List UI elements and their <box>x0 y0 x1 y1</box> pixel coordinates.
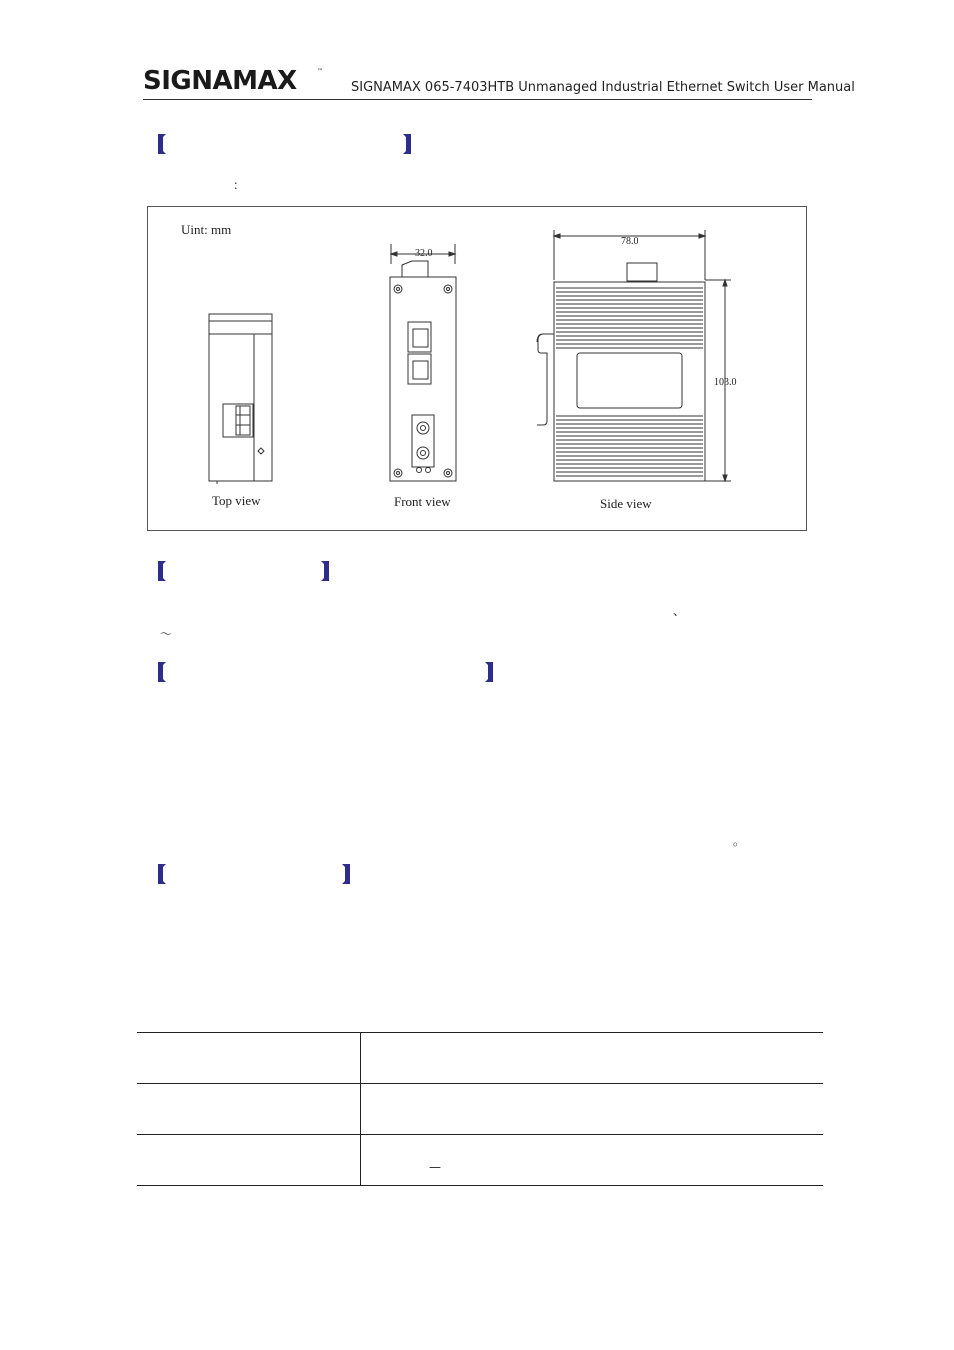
tilde-mark: ～ <box>160 627 173 641</box>
logo-wordmark: SIGNAMAX <box>143 66 297 96</box>
header-rule <box>143 99 812 100</box>
section-bracket-open-icon <box>155 662 167 682</box>
logo-trademark: ™ <box>317 68 323 75</box>
unit-label: Uint: mm <box>181 222 232 237</box>
table-rule <box>137 1185 823 1186</box>
top-view-label: Top view <box>212 493 261 508</box>
front-width-dimension: 32.0 <box>415 248 433 259</box>
section-bracket-open-icon <box>155 864 167 884</box>
table-column-divider <box>360 1032 361 1186</box>
section-bracket-close-icon <box>484 662 496 682</box>
side-view-cooling-fins <box>556 288 703 476</box>
section-bracket-close-icon <box>320 561 332 581</box>
page-header-title: SIGNAMAX 065-7403HTB Unmanaged Industrial Ethernet Switch User Manual <box>351 80 855 95</box>
section-bracket-close-icon <box>402 134 414 154</box>
section-bracket-open-icon <box>155 134 167 154</box>
side-width-dimension: 78.0 <box>621 236 639 247</box>
section-bracket-open-icon <box>155 561 167 581</box>
period-mark: 。 <box>733 834 746 848</box>
signamax-logo <box>143 64 325 98</box>
dimension-drawing <box>147 206 807 531</box>
side-view-drawing <box>537 230 731 481</box>
side-view-label: Side view <box>600 496 652 511</box>
dash-mark: — <box>429 1160 441 1174</box>
colon-mark: ： <box>233 178 246 192</box>
table-rule <box>137 1032 823 1033</box>
table-rule <box>137 1083 823 1084</box>
front-view-drawing <box>390 244 456 481</box>
section-bracket-close-icon <box>341 864 353 884</box>
top-view-drawing <box>209 314 272 484</box>
side-height-dimension: 103.0 <box>714 377 737 388</box>
enumeration-comma-mark: 、 <box>673 604 686 618</box>
front-view-label: Front view <box>394 494 451 509</box>
table-rule <box>137 1134 823 1135</box>
